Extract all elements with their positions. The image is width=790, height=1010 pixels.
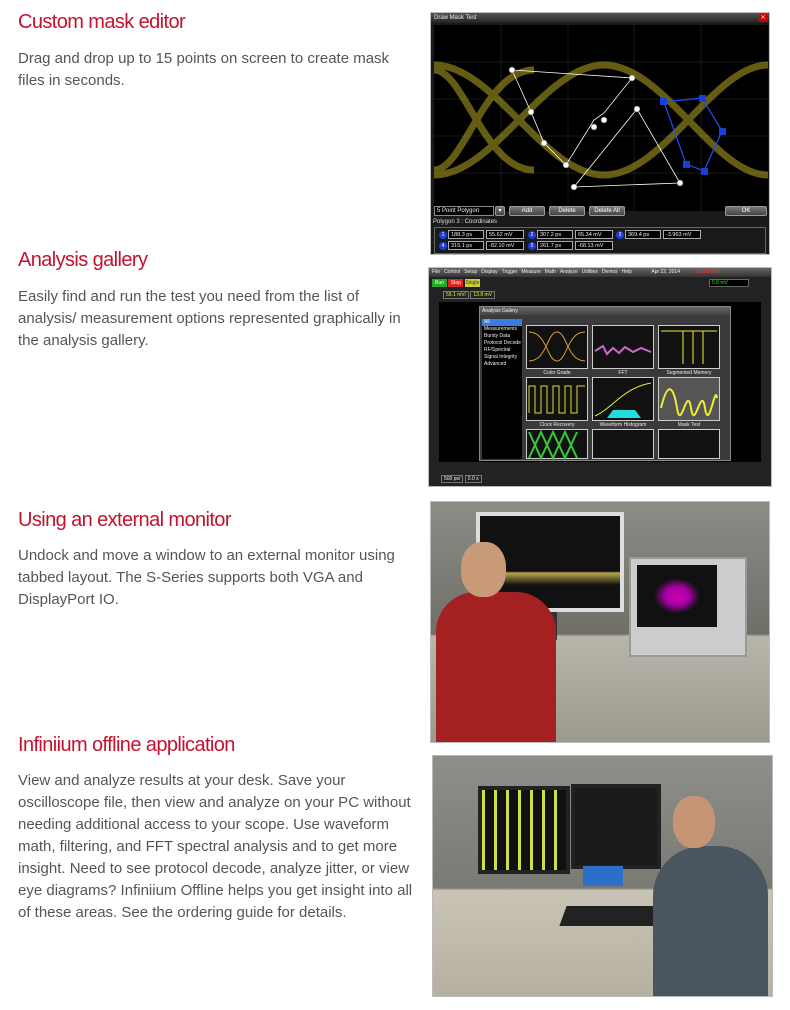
trigger-level[interactable]: 5.8 mV bbox=[709, 279, 749, 287]
thumb-spectrum[interactable] bbox=[658, 429, 720, 459]
stop-button[interactable]: Stop bbox=[448, 279, 463, 287]
menu-file[interactable]: File bbox=[432, 269, 441, 275]
person bbox=[653, 846, 768, 997]
menu-analyze[interactable]: Analyze bbox=[559, 269, 578, 275]
point-voltage-field[interactable]: -68.13 mV bbox=[575, 241, 613, 250]
category-protocol-decode[interactable]: Protocol Decode bbox=[484, 340, 521, 346]
section-title-external-monitor: Using an external monitor bbox=[18, 509, 231, 531]
run-button[interactable]: Run bbox=[432, 279, 447, 287]
menu-setup[interactable]: Setup bbox=[464, 269, 478, 275]
menu-display[interactable]: Display bbox=[481, 269, 498, 275]
thumb-jitter[interactable] bbox=[592, 429, 654, 459]
thumb-color-grade[interactable] bbox=[526, 325, 588, 369]
point-time-field[interactable]: 261.7 ps bbox=[537, 241, 573, 250]
ok-button[interactable]: OK bbox=[725, 206, 767, 216]
point-voltage-field[interactable]: -3.963 mV bbox=[663, 230, 701, 239]
thumb-label: Segmented Memory bbox=[666, 370, 712, 376]
menu-math[interactable]: Math bbox=[544, 269, 556, 275]
book bbox=[583, 866, 623, 886]
menu-measure[interactable]: Measure bbox=[521, 269, 541, 275]
menu-demos[interactable]: Demos bbox=[601, 269, 618, 275]
channel-offset[interactable]: 13.8 mV bbox=[470, 291, 495, 299]
point-number: 1 bbox=[439, 231, 447, 239]
timebase-controls bbox=[441, 475, 482, 483]
person bbox=[436, 592, 556, 742]
add-button[interactable]: Add bbox=[509, 206, 545, 216]
coordinates-label: Polygon 3 : Coordinates bbox=[433, 219, 498, 225]
section-title-mask-editor: Custom mask editor bbox=[18, 11, 186, 33]
offline-application-photo bbox=[432, 755, 773, 997]
run-controls bbox=[432, 279, 480, 287]
point-time-field[interactable]: 188.3 ps bbox=[448, 230, 484, 239]
thumb-fft[interactable] bbox=[592, 325, 654, 369]
point-number: 2 bbox=[528, 231, 536, 239]
mask-editor-screenshot bbox=[430, 12, 770, 255]
channel-controls bbox=[443, 291, 495, 299]
timebase-delay[interactable]: 0.0 s bbox=[465, 475, 482, 483]
polygon-type-select[interactable] bbox=[434, 206, 494, 216]
point-time-field[interactable]: 369.4 ps bbox=[625, 230, 661, 239]
coordinates-panel bbox=[434, 227, 766, 254]
date-label: Apr 22, 2014 bbox=[651, 269, 680, 275]
brand-logo: KEYSIGHT bbox=[695, 269, 721, 275]
category-all[interactable]: All bbox=[482, 319, 522, 326]
point-number: 3 bbox=[616, 231, 624, 239]
person-head bbox=[461, 542, 506, 597]
analysis-gallery-screenshot bbox=[428, 267, 772, 487]
point-voltage-field[interactable]: 55.62 mV bbox=[486, 230, 524, 239]
point-time-field[interactable]: 315.1 ps bbox=[448, 241, 484, 250]
category-advanced[interactable]: Advanced bbox=[484, 361, 507, 367]
section-text-mask-editor: Drag and drop up to 15 points on screen to create mask files in seconds. bbox=[18, 50, 390, 89]
monitor-left bbox=[478, 786, 570, 874]
point-voltage-field[interactable]: 65.34 mV bbox=[575, 230, 613, 239]
single-button[interactable]: Single bbox=[465, 280, 480, 286]
point-time-field[interactable]: 307.2 ps bbox=[537, 230, 573, 239]
thumb-segmented-memory[interactable] bbox=[658, 325, 720, 369]
dialog-title: Analysis Gallery bbox=[480, 307, 730, 315]
menu-control[interactable]: Control bbox=[444, 269, 461, 275]
eye-diagram-plot[interactable] bbox=[434, 25, 768, 211]
polygon-type-value: 5 Point Polygon bbox=[437, 208, 480, 214]
thumb-label: Mask Test bbox=[677, 422, 701, 428]
menu-trigger[interactable]: Trigger bbox=[501, 269, 518, 275]
person-head bbox=[673, 796, 715, 848]
section-text-offline-application: View and analyze results at your desk. Save your oscilloscope file, then view and analyze on your PC without needing additional access to your scope. Use waveform math, filtering, and FFT spectral analysis and to get more insight. Need to see protocol decode, analyze jitter, or view eye diagrams? Infiniium Offline helps you get insight into all of these areas. See the ordering guide for details. bbox=[18, 772, 413, 921]
point-voltage-field[interactable]: -82.10 mV bbox=[486, 241, 524, 250]
channel-scale[interactable]: 59.1 mV/ bbox=[443, 291, 469, 299]
thumb-label: Waveform Histogram bbox=[599, 422, 647, 428]
category-list bbox=[482, 319, 522, 459]
category-measurements[interactable]: Measurements bbox=[484, 326, 518, 332]
menu-bar bbox=[429, 268, 771, 277]
keyboard bbox=[559, 906, 666, 926]
delete-all-button[interactable]: Delete All bbox=[589, 206, 625, 216]
thumb-mask-test[interactable] bbox=[658, 377, 720, 421]
thumb-clock-recovery[interactable] bbox=[526, 377, 588, 421]
chevron-down-icon[interactable]: ▾ bbox=[495, 206, 505, 216]
thumb-waveform-histogram[interactable] bbox=[592, 377, 654, 421]
section-title-offline-application: Infiniium offline application bbox=[18, 734, 235, 756]
delete-button[interactable]: Delete bbox=[549, 206, 585, 216]
thumb-eye[interactable] bbox=[526, 429, 588, 459]
category-bursty-data[interactable]: Bursty Data bbox=[484, 333, 511, 339]
timebase-scale[interactable]: 500 ps/ bbox=[441, 475, 463, 483]
analysis-gallery-dialog bbox=[479, 306, 731, 461]
menu-help[interactable]: Help bbox=[621, 269, 632, 275]
menu-utilities[interactable]: Utilities bbox=[581, 269, 598, 275]
category-signal-integrity[interactable]: Signal Integrity bbox=[484, 354, 518, 360]
category-rf-spectral[interactable]: RF/Spectral bbox=[484, 347, 511, 353]
section-text-external-monitor: Undock and move a window to an external monitor using tabbed layout. The S-Series supports both VGA and DisplayPort IO. bbox=[18, 547, 395, 608]
close-icon[interactable]: ✕ bbox=[760, 15, 766, 21]
section-text-analysis-gallery: Easily find and run the test you need from the list of analysis/ measurement options represented graphically in the analysis gallery. bbox=[18, 288, 401, 349]
monitor-right bbox=[571, 784, 661, 869]
thumb-label: Color Grade bbox=[543, 370, 571, 376]
thumb-label: Clock Recovery bbox=[539, 422, 575, 428]
window-titlebar bbox=[431, 13, 769, 23]
oscilloscope bbox=[629, 557, 747, 657]
external-monitor-photo bbox=[430, 501, 770, 743]
window-title: Draw Mask Test bbox=[434, 15, 477, 21]
point-number: 5 bbox=[528, 242, 536, 250]
section-title-analysis-gallery: Analysis gallery bbox=[18, 249, 148, 271]
point-number: 4 bbox=[439, 242, 447, 250]
thumb-label: FFT bbox=[618, 370, 628, 376]
